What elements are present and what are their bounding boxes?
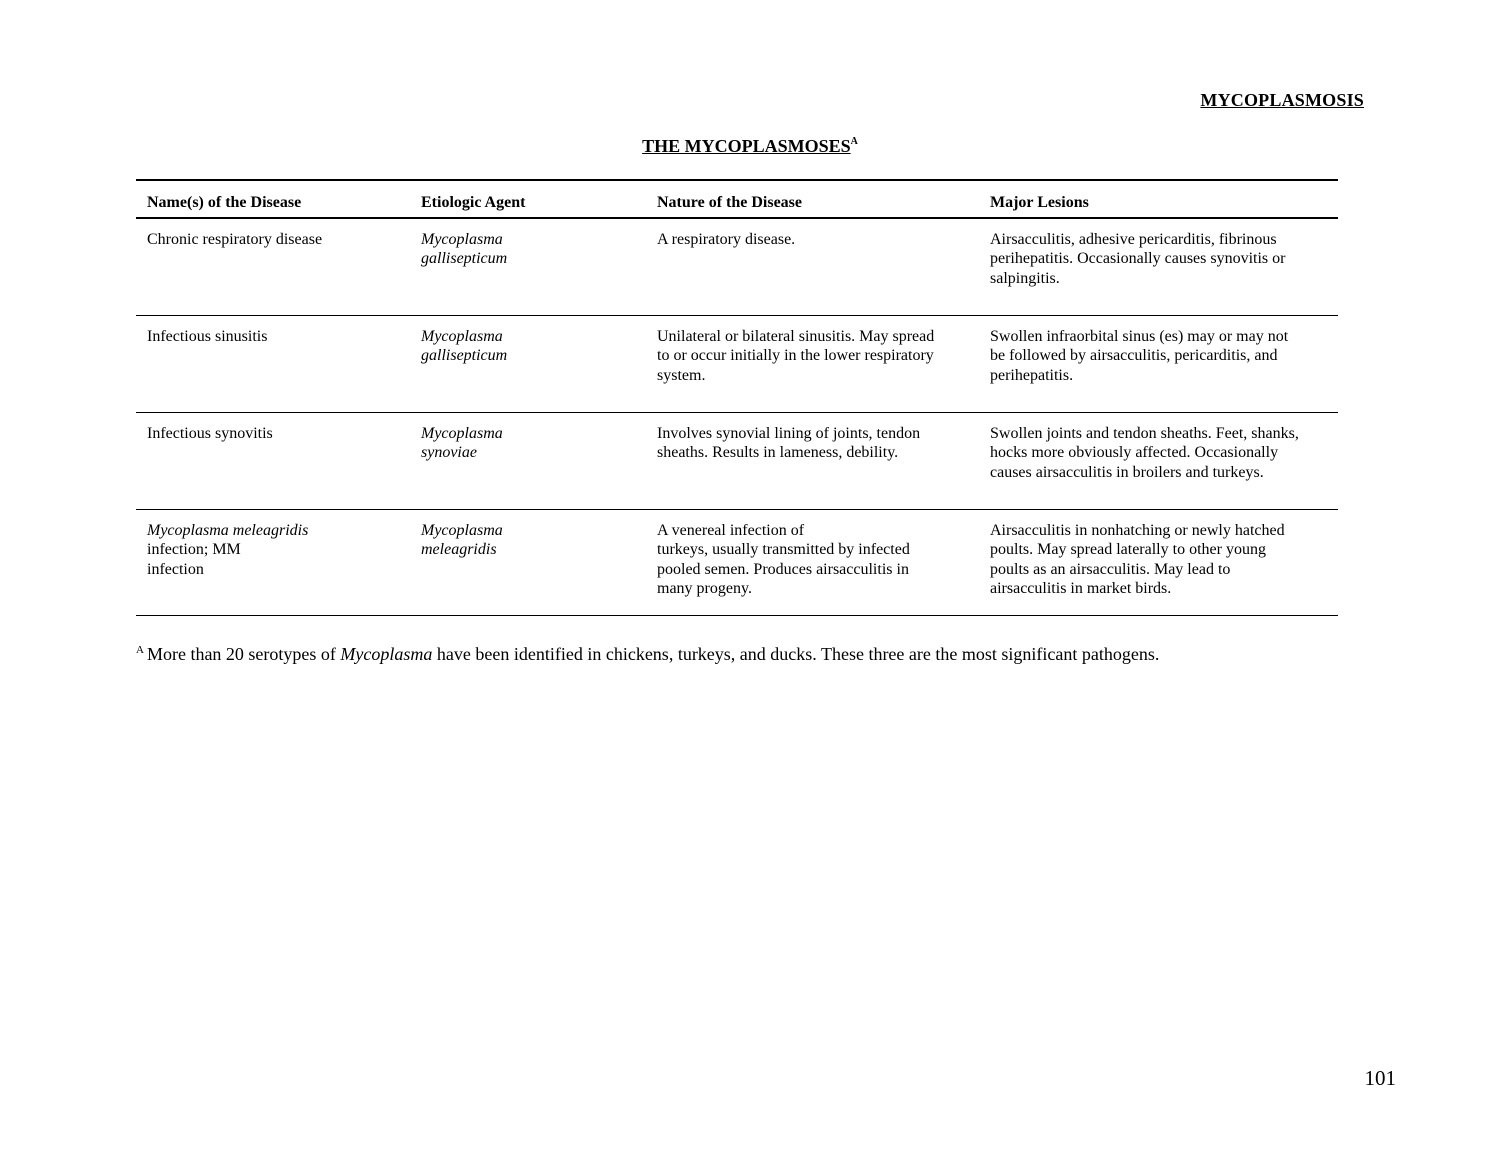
disease-name-cell [136,218,410,316]
disease-name: Chronic respiratory disease [147,230,323,248]
etiologic-agent: Mycoplasma synoviae [421,424,503,461]
lesions-cell [979,412,1338,509]
footnote-text-italic: Mycoplasma [340,644,433,664]
disease-name: Infectious synovitis [147,424,273,442]
running-head: MYCOPLASMOSIS [1200,90,1364,110]
major-lesions: Airsacculitis, adhesive pericarditis, fibrinous perihepatitis. Occasionally causes synovitis or salpingitis. [990,230,1286,287]
table-footnote [136,644,1159,665]
etiologic-agent: Mycoplasma gallisepticum [421,327,508,364]
column-header-disease-name: Name(s) of the Disease [136,180,410,218]
disease-nature: A venereal infection of turkeys, usually transmitted by infected pooled semen. Produces airsacculitis in many progeny. [657,521,910,597]
column-header-major-lesions: Major Lesions [979,180,1338,218]
nature-cell [646,412,979,509]
etiologic-agent-cell [410,218,646,316]
mycoplasmoses-table [136,179,1338,616]
footnote-text-after: have been identified in chickens, turkeys, and ducks. These three are the most significant pathogens. [432,644,1160,664]
footnote-marker: A [136,644,144,656]
nature-cell [646,218,979,316]
disease-name: Infectious sinusitis [147,327,268,345]
column-header-etiologic-agent: Etiologic Agent [410,180,646,218]
disease-nature: Unilateral or bilateral sinusitis. May spread to or occur initially in the lower respiratory system. [657,327,935,384]
major-lesions: Swollen joints and tendon sheaths. Feet, shanks, hocks more obviously affected. Occasionally causes airsacculitis in broilers and turkeys. [990,424,1299,481]
disease-name: infection; MM infection [147,541,241,578]
lesions-cell [979,218,1338,316]
major-lesions: Airsacculitis in nonhatching or newly hatched poults. May spread laterally to other young poults as an airsacculitis. May lead to airsacculitis in market birds. [990,521,1285,597]
table-title-text: THE MYCOPLASMOSES [642,136,851,156]
page-number: 101 [1364,1066,1396,1090]
nature-cell [646,509,979,615]
column-header-nature: Nature of the Disease [646,180,979,218]
etiologic-agent-cell [410,315,646,412]
footnote-text-before: More than 20 serotypes of [146,644,336,664]
lesions-cell [979,509,1338,615]
disease-nature: Involves synovial lining of joints, tendon sheaths. Results in lameness, debility. [657,424,921,461]
table-title [0,136,1500,157]
table-row [136,315,1338,412]
etiologic-agent: Mycoplasma meleagridis [421,521,503,558]
major-lesions: Swollen infraorbital sinus (es) may or may not be followed by airsacculitis, pericarditis, and perihepatitis. [990,327,1289,384]
table-row [136,412,1338,509]
table-row [136,509,1338,615]
disease-name-cell [136,315,410,412]
nature-cell [646,315,979,412]
disease-nature: A respiratory disease. [657,230,796,248]
etiologic-agent-cell [410,412,646,509]
disease-name-cell [136,509,410,615]
etiologic-agent-cell [410,509,646,615]
disease-name-cell [136,412,410,509]
lesions-cell [979,315,1338,412]
disease-name-italic: Mycoplasma meleagridis [147,521,309,539]
table-title-footnote-marker: A [850,136,858,147]
etiologic-agent: Mycoplasma gallisepticum [421,230,508,267]
table-row [136,218,1338,316]
table-header-row [136,180,1338,218]
